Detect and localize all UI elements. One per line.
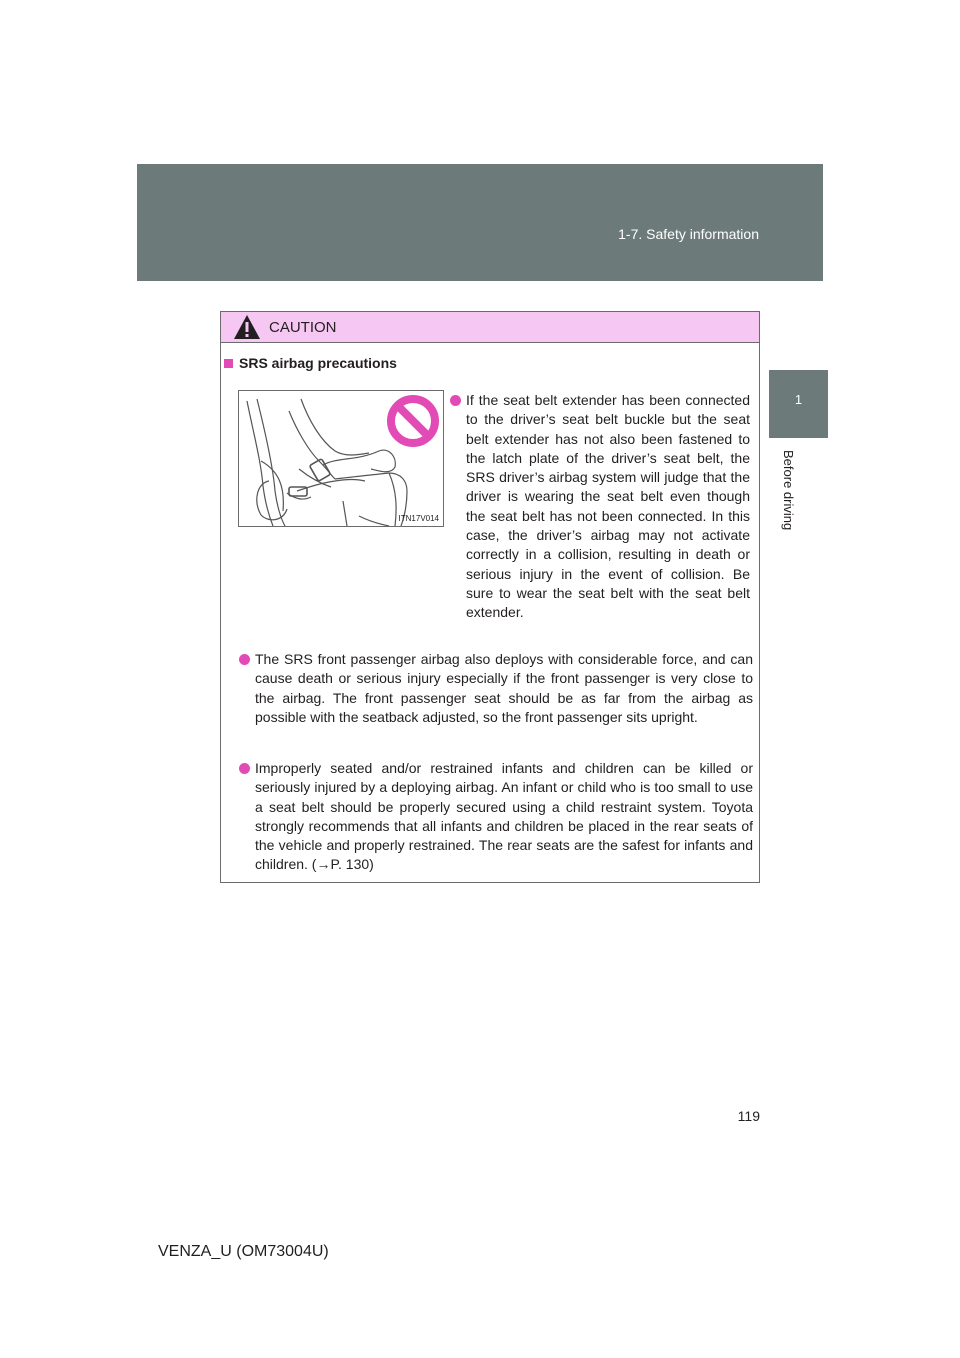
bullet-text: Improperly seated and/or restrained infants and children can be killed or seriously injured by a deploying airbag. An infant or child who is too small to use a seat belt should be properly secured using a child restraint system. Toyota strongly recommends that all infants and children be placed in the rear seats of the vehicle and properly restrained. The rear seats are the safest for infants and children. (→P. 130)	[255, 760, 753, 873]
chapter-tab	[769, 370, 828, 438]
bullet-icon	[239, 763, 250, 774]
chapter-label: Before driving	[781, 450, 796, 531]
page-number: 119	[737, 1108, 760, 1124]
section-title: 1-7. Safety information	[618, 226, 759, 242]
caution-title: CAUTION	[269, 318, 337, 336]
caution-header	[221, 312, 759, 343]
caution-box	[220, 311, 760, 883]
warning-icon	[233, 314, 261, 340]
chapter-number: 1	[794, 392, 803, 407]
bullet-icon	[450, 395, 461, 406]
bullet-text: The SRS front passenger airbag also deploys with considerable force, and can cause death or serious injury especially if the front passenger is very close to the airbag. The front passenger seat should be as far from the airbag as possible with the seatback adjusted, so the front passenger sits upright.	[255, 651, 753, 725]
bullet-icon	[239, 654, 250, 665]
subheading-text: SRS airbag precautions	[239, 355, 397, 371]
figure-code: ITN17V014	[398, 514, 439, 523]
footer-code: VENZA_U (OM73004U)	[158, 1243, 329, 1260]
subheading	[224, 355, 397, 371]
bullet-passenger-airbag	[239, 650, 753, 727]
bullet-text: If the seat belt extender has been connected to the driver’s seat belt buckle but the seat belt extender has not also been fastened to the latch plate of the driver’s seat belt, the SRS driver’s airbag system will judge that the driver is wearing the seat belt even though the seat belt has not been connected. In this case, the driver’s airbag may not activate correctly in a collision, resulting in death or serious injury in the event of collision. Be sure to wear the seat belt with the seat belt extender.	[466, 392, 750, 621]
square-bullet-icon	[224, 359, 233, 368]
seat-belt-illustration	[238, 390, 444, 527]
bullet-seat-belt-extender	[450, 391, 750, 623]
header-band	[137, 164, 823, 281]
bullet-child-safety	[239, 759, 753, 875]
seated-driver-illustration	[239, 391, 443, 526]
